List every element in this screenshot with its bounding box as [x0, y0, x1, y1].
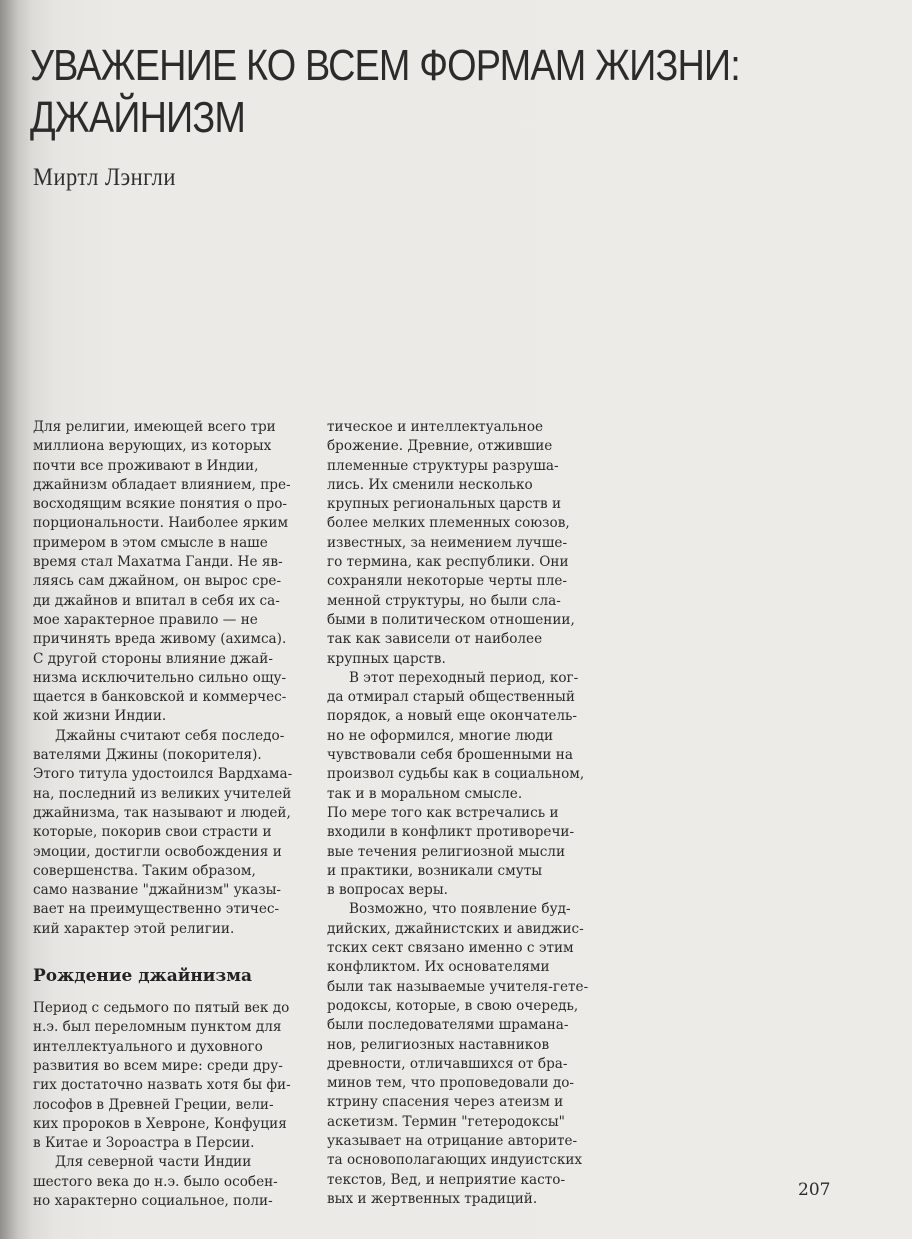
text-line: вых и жертвенных традиций.: [327, 1190, 538, 1207]
article-title-line-1: УВАЖЕНИЕ КО ВСЕМ ФОРМАМ ЖИЗНИ:: [30, 41, 740, 90]
text-line: мое характерное правило — не: [33, 611, 258, 628]
section-heading: Рождение джайнизма: [33, 966, 253, 987]
text-line: В этот переходный период, ког-: [349, 669, 579, 686]
text-line: шестого века до н.э. было особен-: [33, 1173, 278, 1190]
text-line: дийских, джайнистских и авиджис-: [327, 920, 584, 937]
text-line: были так называемые учителя-гете-: [327, 978, 589, 995]
text-line: го термина, как республики. Они: [327, 554, 569, 571]
text-line: гих достаточно назвать хотя бы фи-: [33, 1077, 291, 1094]
text-line: древности, отличавшихся от бра-: [327, 1055, 568, 1072]
text-line: лись. Их сменили несколько: [327, 476, 533, 493]
text-line: ди джайнов и впитал в себя их са-: [33, 592, 280, 609]
text-line: ктрину спасения через атеизм и: [327, 1094, 564, 1111]
text-line: конфликтом. Их основателями: [327, 959, 550, 976]
text-line: лософов в Древней Греции, вели-: [33, 1096, 274, 1113]
text-line: так как зависели от наиболее: [327, 631, 543, 648]
text-line: кий характер этой религии.: [33, 920, 235, 937]
text-line: текстов, Вед, и неприятие касто-: [327, 1171, 566, 1188]
text-line: брожение. Древние, отжившие: [327, 438, 553, 455]
paragraph-period: [33, 999, 295, 1153]
text-line: почти все проживают в Индии,: [33, 457, 259, 474]
text-line: вает на преимущественно этичес-: [33, 901, 280, 918]
text-line: н.э. был переломным пунктом для: [33, 1019, 282, 1036]
page-number: 207: [798, 1180, 831, 1200]
text-line: эмоции, достигли освобождения и: [33, 843, 282, 860]
text-line: миллиона верующих, из которых: [33, 438, 272, 455]
text-line: джайнизма, так называют и людей,: [33, 804, 291, 821]
text-line: но характерно социальное, поли-: [33, 1192, 273, 1209]
text-line: время стал Махатма Ганди. Не яв-: [33, 554, 283, 571]
text-line: произвол судьбы как в социальном,: [327, 766, 585, 783]
paragraph-transition: [327, 669, 607, 901]
text-line: С другой стороны влияние джай-: [33, 650, 273, 667]
text-line: щается в банковской и коммерчес-: [33, 689, 287, 706]
text-line: Для северной части Индии: [55, 1154, 252, 1171]
text-line: восходящим всякие понятия о про-: [33, 496, 288, 513]
text-line: указывает на отрицание авторите-: [327, 1132, 578, 1149]
text-line: интеллектуального и духовного: [33, 1038, 263, 1055]
text-line: которые, покорив свои страсти и: [33, 824, 272, 841]
text-line: развития во всем мире: среди дру-: [33, 1057, 283, 1074]
text-line: нов, религиозных наставников: [327, 1036, 550, 1053]
article-title-line-2: ДЖАЙНИЗМ: [30, 93, 246, 142]
paragraph-jains: [33, 727, 295, 939]
text-line: низма исключительно сильно ощу-: [33, 669, 287, 686]
text-line: та основополагающих индуистских: [327, 1152, 583, 1169]
author-name: Миртл Лэнгли: [33, 164, 176, 191]
text-line: минов тем, что проповедовали до-: [327, 1075, 575, 1092]
paragraph-north-india: [33, 1153, 295, 1211]
text-line: ких пророков в Хевроне, Конфуция: [33, 1115, 287, 1132]
text-line: но не оформился, многие люди: [327, 727, 554, 744]
text-line: в Китае и Зороастра в Персии.: [33, 1135, 255, 1152]
text-line: Период с седьмого по пятый век до: [33, 1000, 290, 1017]
text-line: и практики, возникали смуты: [327, 862, 543, 879]
text-line: Джайны считают себя последо-: [55, 727, 285, 744]
text-line: да отмирал старый общественный: [327, 689, 575, 706]
left-text-column: [33, 418, 295, 1211]
text-line: известных, за неимением лучше-: [327, 534, 568, 551]
text-line: причинять вреда живому (ахимса).: [33, 631, 287, 648]
text-line: По мере того как встречались и: [327, 804, 559, 821]
text-line: аскетизм. Термин "гетеродоксы": [327, 1113, 565, 1130]
article-title: [30, 40, 770, 144]
text-line: были последователями шрамана-: [327, 1017, 569, 1034]
text-line: более мелких племенных союзов,: [327, 515, 570, 532]
text-line: вые течения религиозной мысли: [327, 843, 566, 860]
text-line: родоксы, которые, в свою очередь,: [327, 997, 579, 1014]
paragraph-ferment: [327, 418, 607, 669]
text-line: порядок, а новый еще окончатель-: [327, 708, 577, 725]
text-line: сохраняли некоторые черты пле-: [327, 573, 568, 590]
right-text-column: [327, 418, 607, 1209]
text-line: ляясь сам джайном, он вырос сре-: [33, 573, 282, 590]
paragraph-intro: [33, 418, 295, 727]
paragraph-heterodox: [327, 900, 607, 1209]
text-line: тическое и интеллектуальное: [327, 419, 544, 435]
text-line: быми в политическом отношении,: [327, 611, 575, 628]
text-line: Возможно, что появление буд-: [349, 901, 571, 918]
text-line: входили в конфликт противоречи-: [327, 824, 575, 841]
text-line: в вопросах веры.: [327, 882, 449, 899]
text-line: Этого титула удостоился Вардхама-: [33, 766, 293, 783]
text-line: вателями Джины (покорителя).: [33, 747, 262, 764]
text-line: само название "джайнизм" указы-: [33, 882, 282, 899]
text-line: племенные структуры разруша-: [327, 457, 559, 474]
text-line: менной структуры, но были сла-: [327, 592, 561, 609]
text-line: примером в этом смысле в наше: [33, 534, 268, 551]
text-line: Для религии, имеющей всего три: [33, 419, 276, 435]
text-line: чувствовали себя брошенными на: [327, 747, 573, 764]
text-line: кой жизни Индии.: [33, 708, 167, 725]
text-line: тских сект связано именно с этим: [327, 940, 574, 957]
text-line: порциональности. Наиболее ярким: [33, 515, 289, 532]
text-line: на, последний из великих учителей: [33, 785, 292, 802]
text-line: джайнизм обладает влиянием, пре-: [33, 476, 291, 493]
text-line: так и в моральном смысле.: [327, 785, 523, 802]
text-line: совершенства. Таким образом,: [33, 862, 256, 879]
text-line: крупных региональных царств и: [327, 496, 562, 513]
text-line: крупных царств.: [327, 650, 446, 667]
